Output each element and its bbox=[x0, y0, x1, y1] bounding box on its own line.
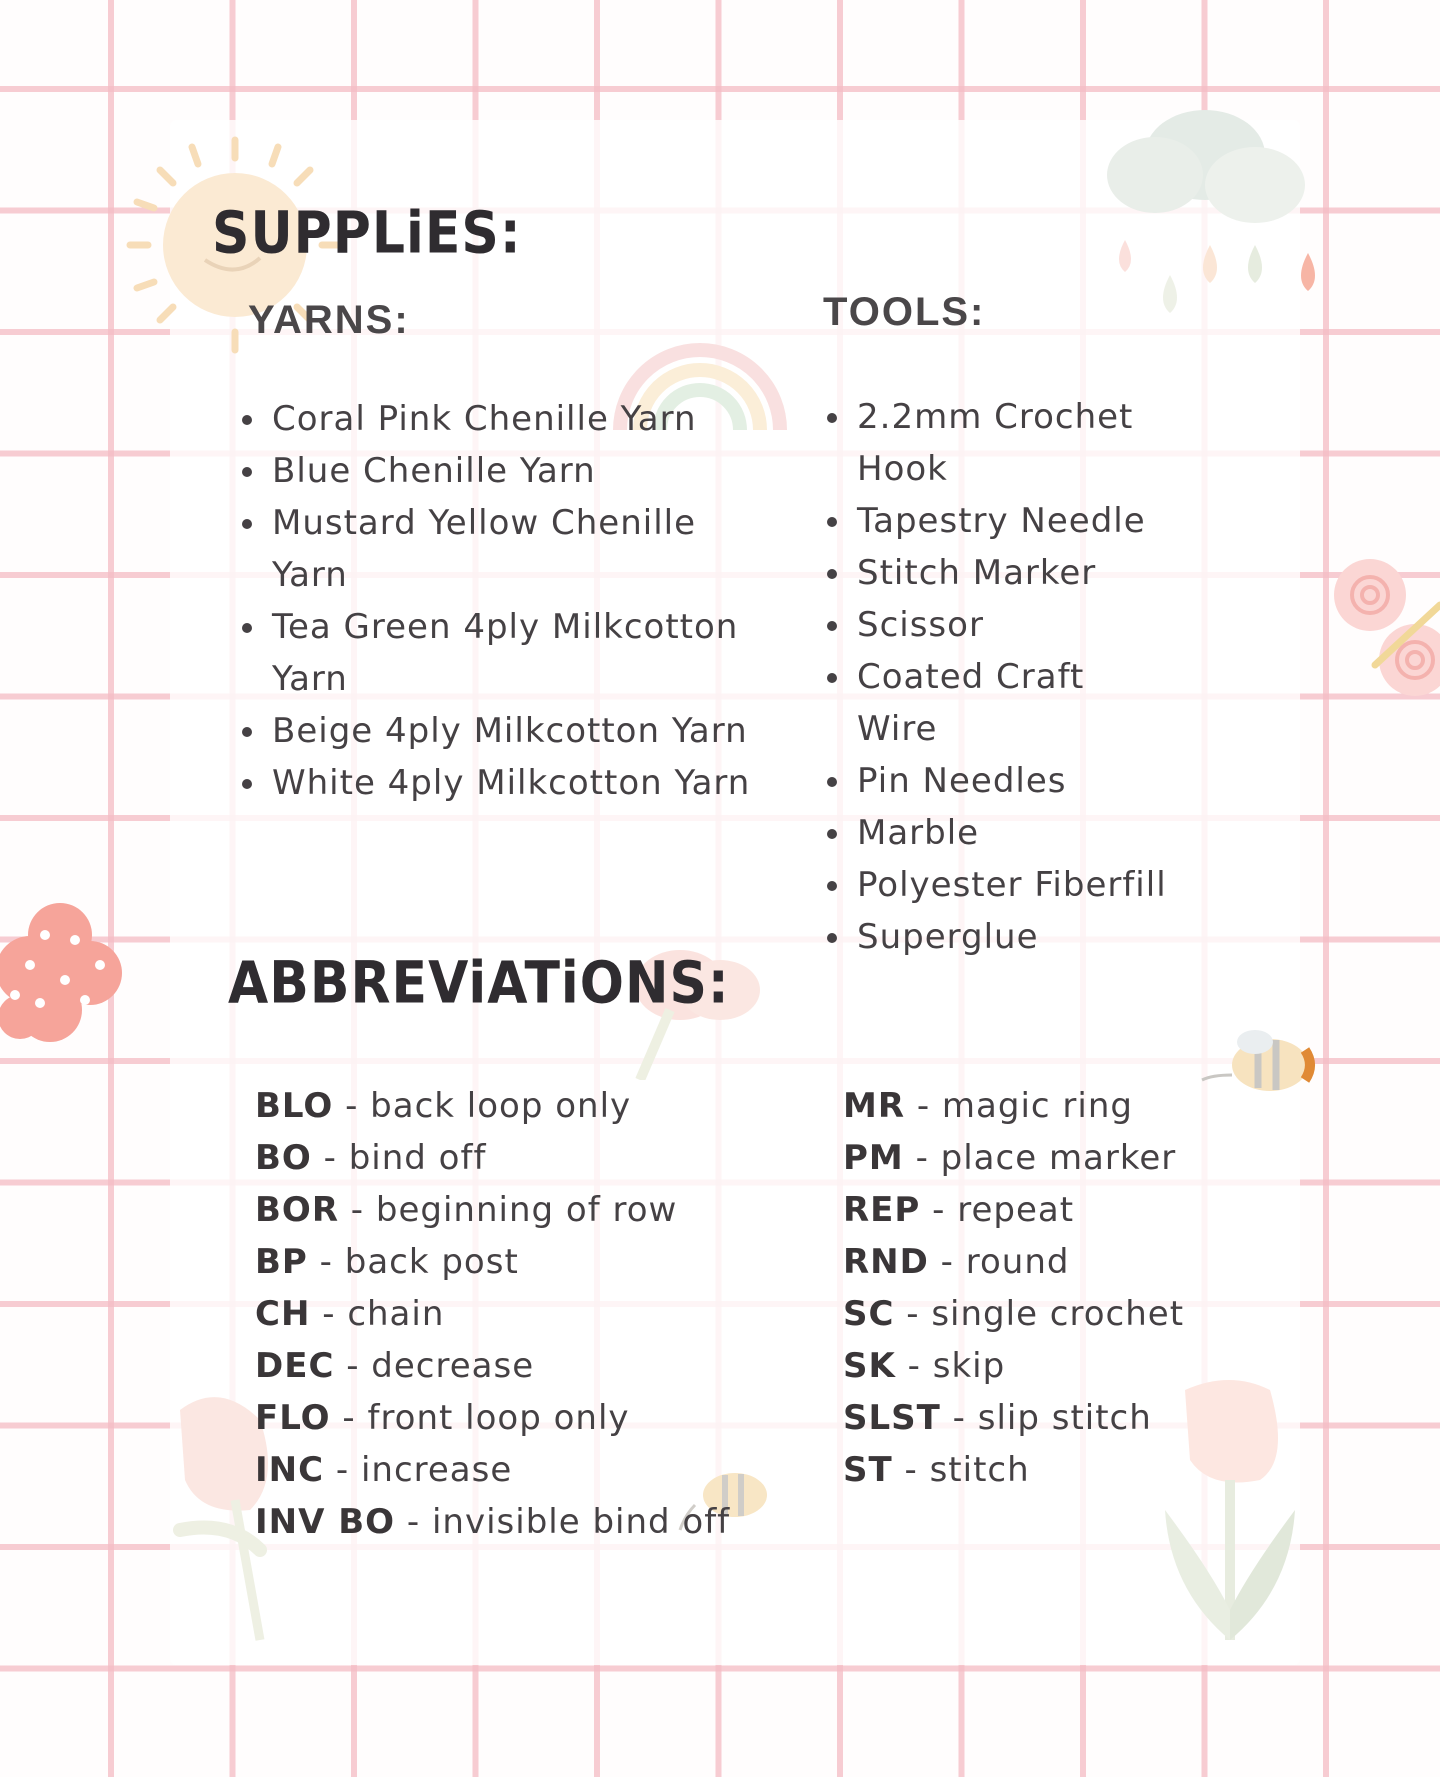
list-item: Tapestry Needle bbox=[823, 495, 1168, 547]
abbreviation-meaning: decrease bbox=[371, 1346, 535, 1386]
abbreviation-meaning: single crochet bbox=[931, 1294, 1185, 1334]
abbreviation-meaning: place marker bbox=[940, 1138, 1177, 1178]
abbreviation-row: SC - single crochet bbox=[843, 1294, 1185, 1334]
butterfly-icon bbox=[1325, 545, 1440, 715]
abbreviation-meaning: magic ring bbox=[941, 1086, 1133, 1126]
abbreviation-code: FLO bbox=[255, 1398, 331, 1438]
abbreviation-code: MR bbox=[843, 1086, 906, 1126]
abbreviation-row: PM - place marker bbox=[843, 1138, 1177, 1178]
abbreviation-meaning: stitch bbox=[929, 1450, 1030, 1490]
abbreviation-row: BLO - back loop only bbox=[255, 1086, 632, 1126]
abbreviation-row: CH - chain bbox=[255, 1294, 445, 1334]
abbreviation-code: REP bbox=[843, 1190, 921, 1230]
abbreviation-meaning: repeat bbox=[957, 1190, 1075, 1230]
list-item: Coral Pink Chenille Yarn bbox=[238, 393, 778, 445]
abbreviations-left-column bbox=[255, 1080, 730, 1548]
list-item: Pin Needles bbox=[823, 755, 1168, 807]
list-item: Beige 4ply Milkcotton Yarn bbox=[238, 705, 778, 757]
list-item: Scissor bbox=[823, 599, 1168, 651]
abbreviation-meaning: invisible bind off bbox=[431, 1502, 731, 1542]
abbreviation-code: SC bbox=[843, 1294, 895, 1334]
abbreviation-meaning: back post bbox=[344, 1242, 519, 1282]
abbreviation-row: DEC - decrease bbox=[255, 1346, 535, 1386]
abbreviation-row: INC - increase bbox=[255, 1450, 513, 1490]
yarns-list bbox=[238, 393, 778, 809]
abbreviations-title: ABBREViATiONS: bbox=[228, 950, 730, 1018]
abbreviation-meaning: back loop only bbox=[370, 1086, 632, 1126]
abbreviation-row: REP - repeat bbox=[843, 1190, 1075, 1230]
yarns-heading: YARNS: bbox=[248, 298, 410, 342]
abbreviation-row: INV BO - invisible bind off bbox=[255, 1502, 731, 1542]
abbreviation-code: PM bbox=[843, 1138, 904, 1178]
abbreviation-meaning: slip stitch bbox=[977, 1398, 1152, 1438]
list-item: Marble bbox=[823, 807, 1168, 859]
abbreviation-code: BO bbox=[255, 1138, 312, 1178]
abbreviation-code: BLO bbox=[255, 1086, 334, 1126]
cloud-rain-icon bbox=[1100, 95, 1330, 345]
abbreviation-meaning: bind off bbox=[348, 1138, 487, 1178]
abbreviation-code: INV BO bbox=[255, 1502, 396, 1542]
abbreviations-right-column bbox=[843, 1080, 1184, 1496]
bee-icon bbox=[1200, 1020, 1320, 1110]
list-item: Mustard Yellow Chenille Yarn bbox=[238, 497, 778, 601]
abbreviation-row: MR - magic ring bbox=[843, 1086, 1133, 1126]
abbreviation-code: BP bbox=[255, 1242, 308, 1282]
supplies-title: SUPPLiES: bbox=[212, 200, 522, 268]
tools-heading: TOOLS: bbox=[823, 290, 986, 334]
abbreviation-row: BO - bind off bbox=[255, 1138, 487, 1178]
tools-list bbox=[823, 391, 1168, 963]
abbreviation-row: ST - stitch bbox=[843, 1450, 1030, 1490]
abbreviation-code: INC bbox=[255, 1450, 325, 1490]
abbreviation-meaning: beginning of row bbox=[375, 1190, 678, 1230]
list-item: Tea Green 4ply Milkcotton Yarn bbox=[238, 601, 778, 705]
abbreviation-meaning: front loop only bbox=[367, 1398, 630, 1438]
abbreviation-meaning: increase bbox=[360, 1450, 513, 1490]
list-item: Polyester Fiberfill bbox=[823, 859, 1168, 911]
abbreviation-row: SK - skip bbox=[843, 1346, 1006, 1386]
abbreviation-row: FLO - front loop only bbox=[255, 1398, 630, 1438]
list-item: Superglue bbox=[823, 911, 1168, 963]
list-item: White 4ply Milkcotton Yarn bbox=[238, 757, 778, 809]
abbreviation-code: ST bbox=[843, 1450, 893, 1490]
abbreviation-meaning: chain bbox=[347, 1294, 445, 1334]
abbreviation-row: RND - round bbox=[843, 1242, 1070, 1282]
abbreviation-row: BP - back post bbox=[255, 1242, 519, 1282]
flower-icon bbox=[0, 895, 125, 1055]
abbreviation-meaning: round bbox=[965, 1242, 1070, 1282]
abbreviation-code: BOR bbox=[255, 1190, 339, 1230]
list-item: Coated Craft Wire bbox=[823, 651, 1168, 755]
abbreviation-code: CH bbox=[255, 1294, 311, 1334]
abbreviation-row: BOR - beginning of row bbox=[255, 1190, 678, 1230]
list-item: 2.2mm Crochet Hook bbox=[823, 391, 1168, 495]
abbreviation-code: DEC bbox=[255, 1346, 335, 1386]
abbreviation-code: SLST bbox=[843, 1398, 941, 1438]
list-item: Blue Chenille Yarn bbox=[238, 445, 778, 497]
list-item: Stitch Marker bbox=[823, 547, 1168, 599]
abbreviation-code: RND bbox=[843, 1242, 929, 1282]
abbreviation-code: SK bbox=[843, 1346, 896, 1386]
abbreviation-meaning: skip bbox=[932, 1346, 1006, 1386]
abbreviation-row: SLST - slip stitch bbox=[843, 1398, 1152, 1438]
